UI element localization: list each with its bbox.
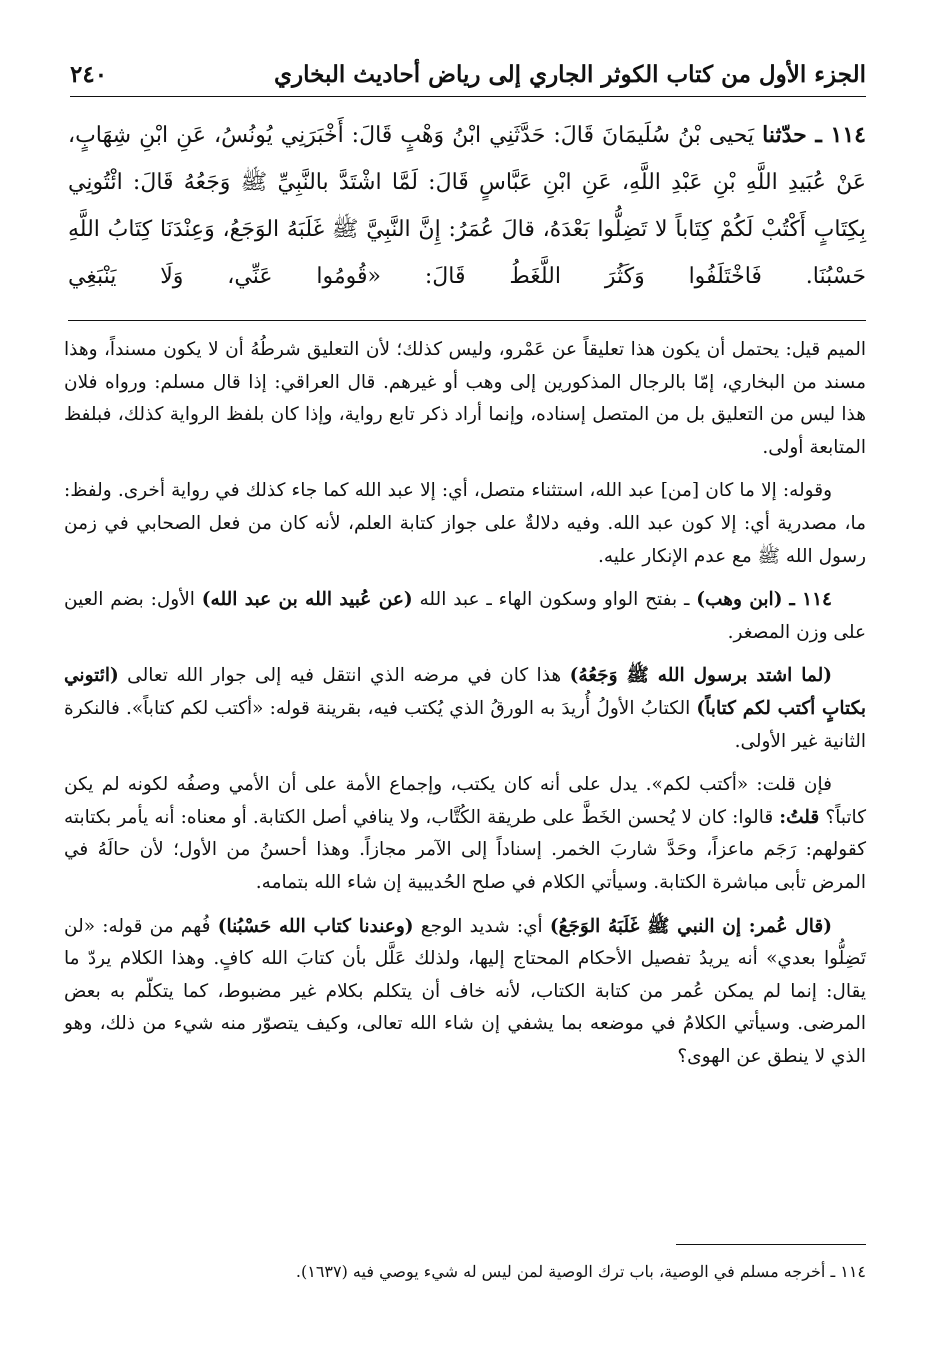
commentary-text: فُهم من قوله: «لن تَضِلُّوا بعدي» أنه يريدُ تفصيل الأحكام المحتاج إليها، ولذلك عَلَّل بأن كتابَ الله كافٍ. وهذا الكلام يردّ ما يقال: إنما لم يمكن عُمر من كتابة الكتاب، لأنه خاف أن يتكلم بكلام غير مضبوط، كما يتكلّم به بعض المرضى. وسيأتي الكلامُ في موضعه بما يشفي إن شاء الله تعالى، وكيف يتصوّر منه شيء من ذلك، وهو الذي لا ينطق عن الهوى؟ [64, 915, 866, 1067]
quoted-term: (وعندنا كتاب الله حَسْبُنا) [217, 915, 414, 937]
quoted-term: (عن عُبيد الله بن عبد الله) [201, 589, 413, 611]
commentary-paragraph-2: وقوله: إلا ما كان [من] عبد الله، استثناء متصل، أي: إلا عبد الله كما جاء كذلك في رواية أخرى. ولفظ: ما، مصدرية أي: إلا كون عبد الله. وفيه دلالةٌ على جواز كتابة العلم، لأنه كان من فعل الصحابي في زمن رسول الله ﷺ مع عدم الإنكار عليه. [64, 480, 866, 567]
commentary-paragraph-6 [64, 911, 866, 1074]
commentary-paragraph-1: الميم قيل: يحتمل أن يكون هذا تعليقاً عن عَمْرو، وليس كذلك؛ لأن التعليق شرطُهُ أن لا يكون مسنداً، وهذا مسند من البخاري، إمّا بالرجال المذكورين إلى وهب أو غيرهم. قال العراقي: إذا قال مسلم: ورواه فلان هذا ليس من التعليق بل من المتصل إسناده، وإنما أراد ذكر تابع رواية، وإذا كان بلفظ الرواية كذلك، فبلفظ المتابعة أولى. [64, 339, 866, 458]
commentary-paragraph-4 [64, 660, 866, 758]
header-title: الجزء الأول من كتاب الكوثر الجاري إلى رياض أحاديث البخاري [274, 60, 866, 88]
commentary-text: هذا كان في مرضه الذي انتقل فيه إلى جوار الله تعالى [127, 665, 562, 687]
quoted-term: قلتُ: [779, 806, 820, 828]
running-header [70, 52, 866, 97]
commentary-paragraph-3 [64, 584, 866, 649]
commentary-text: فإن قلت: «أكتب لكم». يدل على أنه كان يكتب، وإجماع الأمة على أن الأمي وصفُه لكونه لم يكن كاتباً؟ [64, 774, 867, 828]
commentary-text: الأول: بضم العين على وزن المصغر. [64, 589, 866, 643]
quoted-term: (قال عُمر: إن النبي ﷺ غَلَبَهُ الوَجَعُ) [549, 915, 832, 937]
commentary-paragraph-5 [64, 769, 866, 899]
commentary-text: قالوا: كان لا يُحسن الخَطَّ على طريقة الكُتَّاب، ولا ينافي أصل الكتابة. أو معناه: أنه يأمر بكتابته كقولهم: رَجَم ماعزاً، وحَدَّ شاربَ الخمر. إسناداً إلى الآمر مجازاً. وهذا أحسنُ من الأول؛ لأن حالَهُ في المرض تأبى مباشرة الكتابة. وسيأتي الكلام في صلح الحُديبية إن شاء الله بتمامه. [64, 806, 866, 893]
footnote: ١١٤ ـ أخرجه مسلم في الوصية، باب ترك الوصية لمن ليس له شيء يوصي فيه (١٦٣٧). [295, 1262, 866, 1281]
section-divider [68, 320, 866, 321]
hadith-number: ١١٤ ـ حدّثنا [762, 122, 866, 148]
page-number: ٢٤٠ [70, 60, 108, 88]
hadith-body: يَحيى بْنُ سُلَيمَانَ قَالَ: حَدَّثَنِي ابْنُ وَهْبٍ قَالَ: أَخْبَرَنِي يُونُسُ، عَنِ ابْنِ شِهَابٍ، عَنْ عُبَيدِ اللَّهِ بْنِ عَبْدِ اللَّهِ، عَنِ ابْنِ عَبَّاسٍ قَالَ: لَمَّا اشْتَدَّ بالنَّبِيِّ ﷺ وَجَعُهُ قَالَ: ائْتُونِي بِكِتَابٍ أَكْتُبْ لَكُمْ كِتَاباً لا تَضِلُّوا بَعْدَهُ، قالَ عُمَرُ: إِنَّ النَّبِيَّ ﷺ غَلَبَهُ الوَجَعُ، وَعِنْدَنَا كِتَابُ اللَّهِ حَسْبُنَا. فَاخْتَلَفُوا وَكَثُرَ اللَّغَطُ قَالَ: «قُومُوا عَنِّي، وَلَا يَنْبَغِي [68, 123, 866, 289]
hadith-text [68, 112, 866, 300]
commentary-number: ١١٤ ـ [789, 589, 832, 611]
commentary-text: الكتابُ الأولُ أُريدَ به الورقُ الذي يُكتب فيه، بقرينة قوله: «أكتب لكم كتاباً». فالنكرة الثانية غير الأولى. [64, 697, 866, 752]
quoted-term: (ائتوني بكتابٍ أكتب لكم كتاباً) [64, 665, 866, 719]
commentary-text: أي: شديد الوجع [420, 915, 543, 937]
quoted-term: (ابن وهب) [696, 589, 783, 611]
footnote-divider [676, 1244, 866, 1245]
commentary-text: ـ بفتح الواو وسكون الهاء ـ عبد الله [419, 589, 690, 611]
quoted-term: (لما اشتد برسول الله ﷺ وَجَعُهُ) [569, 665, 832, 687]
commentary [64, 334, 866, 1084]
